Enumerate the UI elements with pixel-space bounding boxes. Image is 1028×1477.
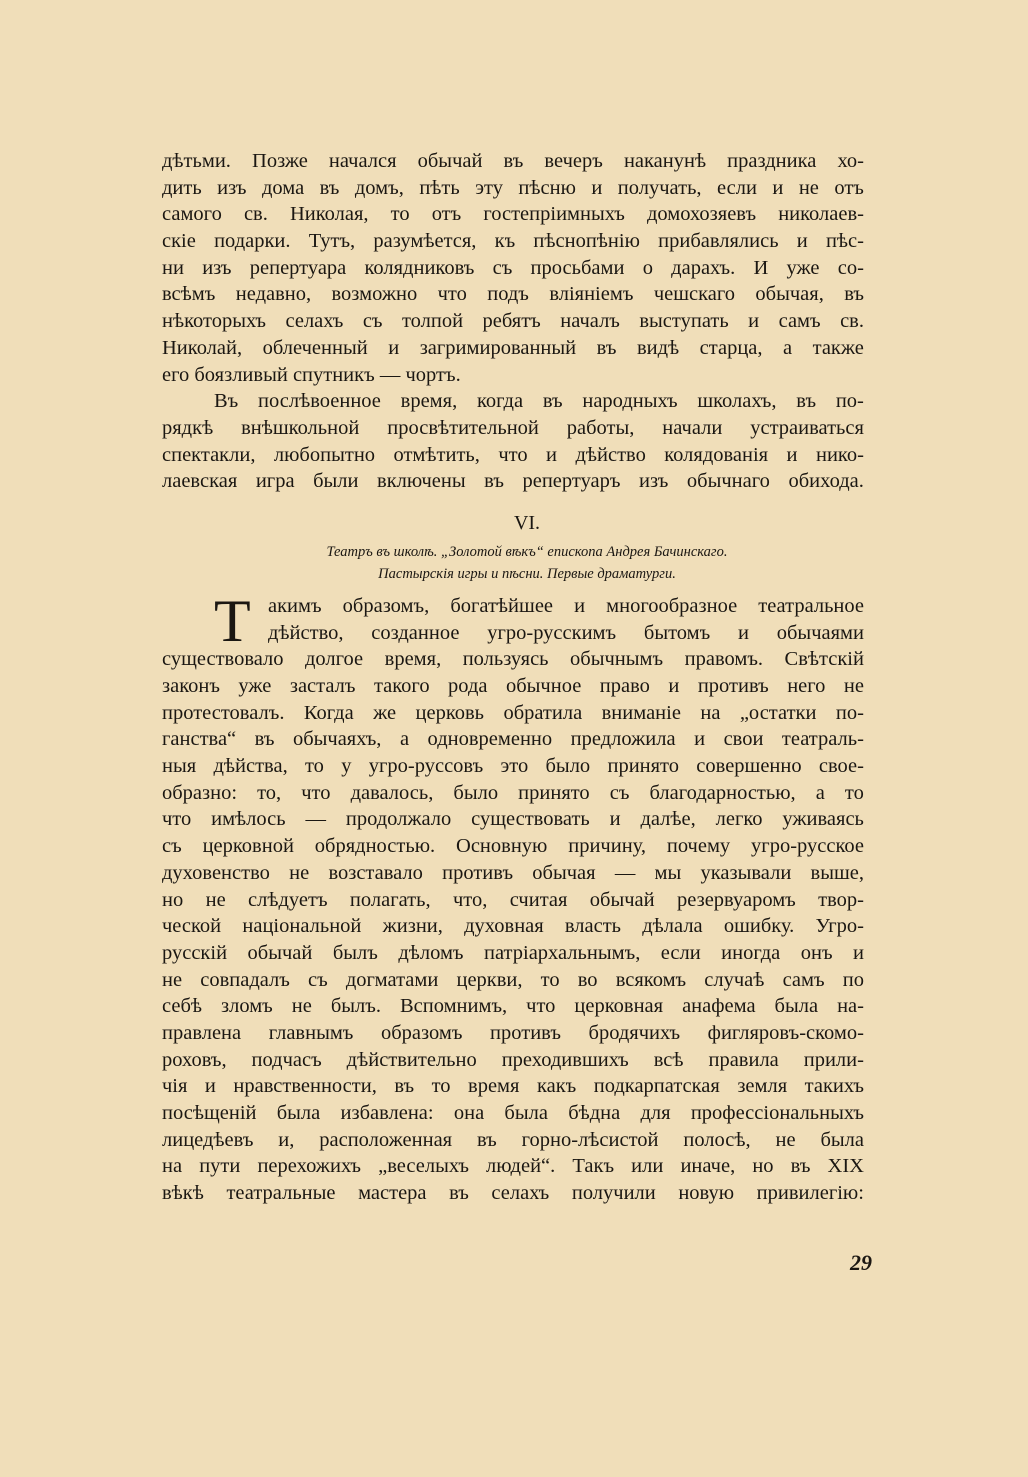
text-line: дѣйство, созданное угро-русскимъ бытомъ и обычаями <box>268 621 864 644</box>
text-line: роховъ, подчасъ дѣйствительно преходившихъ всѣ правила прили- <box>162 1048 864 1071</box>
text-line: ныя дѣйства, то у угро-руссовъ это было принято совершенно свое- <box>162 755 864 778</box>
text-line: спектакли, любопытно отмѣтить, что и дѣйство колядованія и нико- <box>162 443 864 466</box>
text-line: вѣкѣ театральные мастера въ селахъ получили новую привилегію: <box>162 1182 864 1205</box>
section-subtitle <box>162 541 864 585</box>
text-line: не совпадалъ съ догматами церкви, то во всякомъ случаѣ самъ по <box>162 968 864 991</box>
text-line: ческой національной жизни, духовная власть дѣлала ошибку. Угро- <box>162 915 864 938</box>
text-line: что имѣлось — продолжало существовать и далѣе, легко уживаясь <box>162 808 864 831</box>
paragraph-3 <box>162 587 864 1207</box>
page-number: 29 <box>850 1250 872 1275</box>
section-subtitle-line-1: Театръ въ школѣ. „Золотой вѣкъ“ епископа Андрея Бачинскаго. <box>326 543 728 560</box>
text-line: духовенство не возставало противъ обычая — мы указывали выше, <box>162 861 864 884</box>
text-line: всѣмъ недавно, возможно что подъ вліяніемъ чешскаго обычая, въ <box>162 283 864 306</box>
paragraph-2 <box>162 388 864 495</box>
text-line: правлена главнымъ образомъ противъ бродячихъ фигляровъ-скомо- <box>162 1021 864 1044</box>
text-line: съ церковной обрядностью. Основную причину, почему угро-русское <box>162 835 864 858</box>
section-number: VI. <box>513 511 541 534</box>
text-line: существовало долгое время, пользуясь обычнымъ правомъ. Свѣтскій <box>162 648 864 671</box>
text-line: самого св. Николая, то отъ гостепріимныхъ домохозяевъ николаев- <box>162 203 864 226</box>
drop-cap: Т <box>214 587 251 654</box>
text-line: лицедѣевъ и, расположенная въ горно-лѣсистой полосѣ, не была <box>162 1128 864 1151</box>
text-line: лаевская игра были включены въ репертуаръ изъ обычнаго обихода. <box>162 470 864 493</box>
text-line: дѣтьми. Позже начался обычай въ вечеръ наканунѣ праздника хо- <box>162 150 864 172</box>
text-line: Въ послѣвоенное время, когда въ народныхъ школахъ, въ по- <box>214 390 864 413</box>
text-line: рядкѣ внѣшкольной просвѣтительной работы, начали устраиваться <box>162 416 864 439</box>
page-body <box>162 148 864 1207</box>
text-line: дить изъ дома въ домъ, пѣть эту пѣсню и получать, если и не отъ <box>162 176 864 199</box>
text-line: на пути перехожихъ „веселыхъ людей“. Такъ или иначе, но въ XIX <box>162 1155 864 1178</box>
text-line: образно: то, что давалось, было принято съ благодарностью, а то <box>162 781 864 804</box>
text-line: ни изъ репертуара колядниковъ съ просьбами о дарахъ. И уже со- <box>162 256 864 279</box>
text-line: нѣкоторыхъ селахъ съ толпой ребятъ началъ выступать и самъ св. <box>162 310 864 333</box>
text-line: протестовалъ. Когда же церковь обратила вниманіе на „остатки по- <box>162 701 864 724</box>
text-line: его боязливый спутникъ — чортъ. <box>162 363 461 386</box>
text-line: законъ уже засталъ такого рода обычное право и противъ него не <box>162 675 864 697</box>
text-line: русскій обычай былъ дѣломъ патріархальнымъ, если иногда онъ и <box>162 941 864 964</box>
text-line: Николай, облеченный и загримированный въ видѣ старца, а также <box>162 336 864 359</box>
text-line: но не слѣдуетъ полагать, что, считая обычай резервуаромъ твор- <box>162 888 864 911</box>
text-line: чія и нравственности, въ то время какъ подкарпатская земля такихъ <box>162 1075 864 1098</box>
text-line: скіе подарки. Тутъ, разумѣется, къ пѣснопѣнію прибавлялись и пѣс- <box>162 230 864 253</box>
section-subtitle-line-2: Пастырскія игры и пѣсни. Первые драматурги. <box>378 565 676 582</box>
text-line: ганства“ въ обычаяхъ, а одновременно предложила и свои театраль- <box>162 728 864 751</box>
text-line: акимъ образомъ, богатѣйшее и многообразное театральное <box>268 594 864 617</box>
paragraph-1 <box>162 148 864 388</box>
text-line: посѣщеній была избавлена: она была бѣдна для профессіональныхъ <box>162 1102 864 1124</box>
text-line: себѣ зломъ не былъ. Вспомнимъ, что церковная анафема была на- <box>162 995 864 1018</box>
